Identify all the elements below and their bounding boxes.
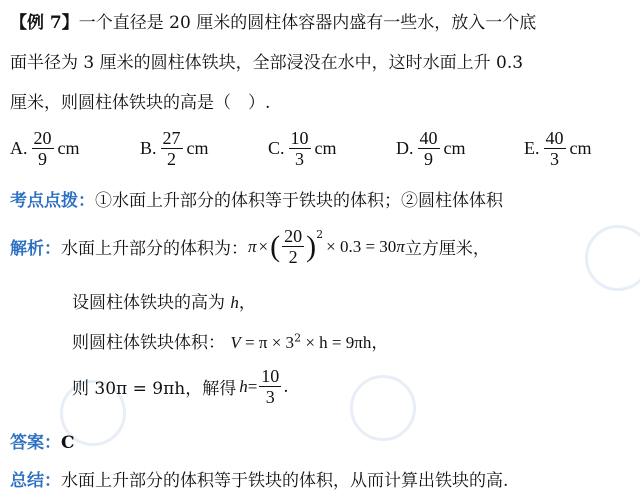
analysis-text-2: 设圆柱体铁块的高为 <box>72 293 225 313</box>
option-letter: C. <box>268 138 285 158</box>
answer-label: 答案： <box>10 433 61 453</box>
bracket-close: 】 <box>61 13 79 33</box>
summary-line <box>10 466 508 491</box>
analysis-unit: 立方厘米， <box>404 239 490 259</box>
close-paren: ) <box>306 229 317 263</box>
analysis-line-3 <box>72 328 388 353</box>
option-letter: E. <box>524 138 540 158</box>
analysis-expression: × h = 9πh， <box>301 333 389 352</box>
example-label <box>10 13 79 33</box>
comma: ， <box>238 293 256 313</box>
problem-line-2 <box>10 48 523 73</box>
watermark-ring <box>350 375 416 441</box>
analysis-text-1: 水面上升部分的体积为： <box>61 239 248 259</box>
pi-symbol: π <box>396 236 405 256</box>
times-symbol: × <box>258 236 269 256</box>
summary-text: 水面上升部分的体积等于铁块的体积，从而计算出铁块的高. <box>61 471 509 491</box>
analysis-label: 解析： <box>10 239 61 259</box>
option-fraction: $\frac{10}{3}$ <box>290 128 309 169</box>
summary-label: 总结： <box>10 471 61 491</box>
option-letter: B. <box>140 138 157 158</box>
analysis-text-4: 则 30π = 9πh，解得 <box>72 379 237 399</box>
option-fraction: $\frac{40}{9}$ <box>419 128 438 169</box>
option-fraction: $\frac{27}{2}$ <box>162 128 181 169</box>
option-e <box>524 128 592 169</box>
variable-h: h <box>239 376 248 396</box>
option-unit: cm <box>186 138 209 158</box>
option-d <box>396 128 466 169</box>
analysis-expression: = π × 3 <box>240 333 295 352</box>
open-paren: ( <box>270 229 281 263</box>
analysis-expression: × 0.3 = 30 <box>326 236 397 256</box>
exponent: 2 <box>294 331 302 345</box>
problem-text-2: 面半径为 3 厘米的圆柱体铁块，全部浸没在水中，这时水面上升 0.3 <box>10 53 524 73</box>
option-unit: cm <box>569 138 592 158</box>
answer-value: C <box>61 433 75 453</box>
option-fraction: $\frac{20}{9}$ <box>33 128 52 169</box>
analysis-line-2 <box>72 288 256 313</box>
answer-line <box>10 428 75 453</box>
key-points-line <box>10 186 503 211</box>
pi-symbol: π <box>248 236 257 256</box>
analysis-line-1 <box>10 226 490 267</box>
variable-h: h <box>230 293 239 312</box>
option-unit: cm <box>57 138 80 158</box>
analysis-text-3: 则圆柱体铁块体积： <box>72 333 225 353</box>
key-points-text: ①水面上升部分的体积等于铁块的体积；②圆柱体体积 <box>95 191 503 211</box>
option-unit: cm <box>443 138 466 158</box>
option-letter: D. <box>396 138 414 158</box>
option-a <box>10 128 80 169</box>
option-fraction: $\frac{40}{3}$ <box>545 128 564 169</box>
example-number: 例 7 <box>27 13 62 33</box>
exponent: 2 <box>316 228 324 241</box>
option-letter: A. <box>10 138 28 158</box>
problem-line-3 <box>10 88 270 113</box>
problem-line-1 <box>10 8 536 33</box>
key-points-label: 考点点拨： <box>10 191 95 211</box>
problem-text-3: 厘米，则圆柱体铁块的高是（ ）. <box>10 93 271 113</box>
variable-v: V <box>230 333 241 352</box>
problem-text-1: 一个直径是 20 厘米的圆柱体容器内盛有一些水，放入一个底 <box>78 13 537 33</box>
analysis-fraction: $\frac{20}{2}$ <box>284 226 303 267</box>
period: . <box>283 376 289 397</box>
option-b <box>140 128 209 169</box>
option-unit: cm <box>314 138 337 158</box>
bracket-open: 【 <box>10 13 27 33</box>
analysis-line-4 <box>72 366 289 407</box>
watermark-ring <box>585 225 640 291</box>
equals: = <box>247 376 258 396</box>
option-c <box>268 128 337 169</box>
result-fraction: $\frac{10}{3}$ <box>261 366 280 407</box>
